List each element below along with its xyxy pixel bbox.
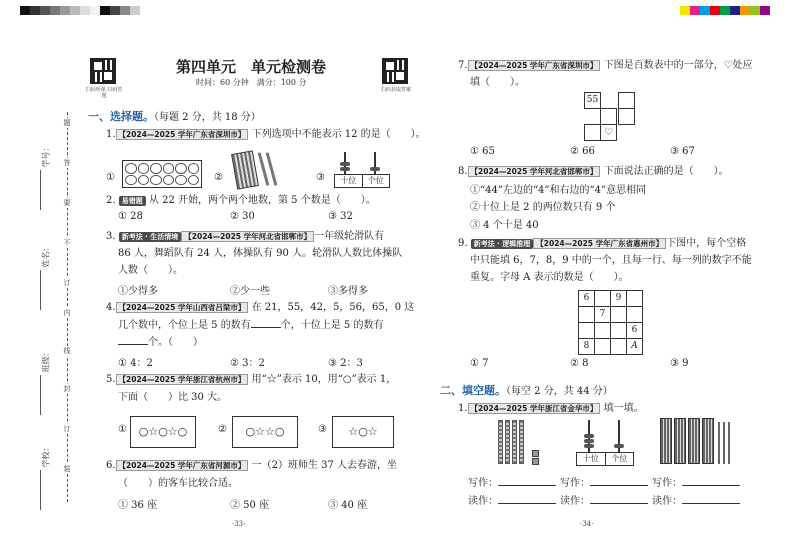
stick-bundles-figure: [660, 418, 740, 468]
grid-cell: [626, 306, 643, 323]
option-1[interactable]: ① 28: [118, 211, 143, 222]
q5-box-2: ○☆☆○: [232, 416, 298, 448]
grid-cell: [610, 306, 627, 323]
read-row-3: 读作：: [652, 494, 740, 510]
option-1[interactable]: ① 7: [470, 358, 489, 369]
answer-blank[interactable]: [251, 327, 281, 328]
cube-rods-figure: [498, 420, 558, 468]
fill-question-1: 1. 【2024—2025 学年浙江省金华市】 填一填。: [458, 403, 644, 414]
class-label: 班级：: [41, 348, 51, 373]
question-6-line2: （ ）的客车比较合适。: [118, 478, 238, 489]
question-9: 9. 新考法 · 逻辑推理 【2024—2025 学年广东省惠州市】 下图中，每个空格: [458, 238, 747, 249]
grid-cell: [610, 338, 627, 355]
binding-line: [67, 112, 68, 502]
option-2[interactable]: ② 8: [570, 358, 589, 369]
question-5-line2: 下面（ ）比 30 大。: [118, 392, 228, 403]
hundred-cell: [618, 92, 635, 109]
q5-box-3: ☆○☆: [332, 416, 394, 448]
answer-blank[interactable]: [498, 503, 556, 504]
question-3-line3: 人数（ ）。: [118, 265, 183, 276]
hundred-cell: [600, 108, 617, 125]
option-1[interactable]: ①: [106, 172, 115, 183]
spine-char: 订: [61, 278, 73, 288]
option-3[interactable]: ③: [316, 172, 325, 183]
sudoku-grid: [578, 290, 646, 358]
question-4: 4. 【2024—2025 学年山西省吕梁市】 在 21，55，42，5，56，65，0 这: [106, 302, 415, 313]
section-heading: 一、选择题。（每题 2 分，共 18 分）: [88, 110, 261, 123]
grid-cell: [594, 338, 611, 355]
spine-char: 订: [61, 424, 73, 434]
option-3[interactable]: ③ 32: [328, 211, 353, 222]
question-1: 1. 【2024—2025 学年广东省深圳市】 下列选项中不能表示 12 的是（ ）。: [106, 129, 426, 140]
option-1[interactable]: ① 4：2: [118, 358, 153, 369]
question-9-line3: 重复。字母 A 表示的数是（ ）。: [470, 272, 629, 283]
option-1[interactable]: ① 36 座: [118, 500, 158, 511]
q5-box-1: ○☆○☆○: [130, 416, 196, 448]
option-3[interactable]: ③: [318, 424, 327, 435]
qr-left-caption: 扫码听课 扫码答题: [85, 87, 123, 99]
student-id-field[interactable]: [40, 170, 41, 210]
grid-cell: [626, 290, 643, 307]
grid-cell: 9: [610, 290, 627, 307]
grid-cell: 6: [626, 322, 643, 339]
hundred-cell: 55: [584, 92, 601, 109]
page-title: 第四单元 单元检测卷: [176, 58, 327, 76]
stick-bundle-icon: [231, 150, 259, 189]
grid-cell: [594, 290, 611, 307]
grid-cell: [578, 322, 595, 339]
spine-char: 装: [61, 464, 73, 474]
option-3[interactable]: ③ 2：3: [328, 358, 363, 369]
hundred-cell: [584, 124, 601, 141]
grid-cell: 6: [578, 290, 595, 307]
exam-info: 时间：60 分钟 满分：100 分: [196, 78, 307, 87]
option-3[interactable]: ③ 4 个十是 40: [470, 220, 539, 231]
student-id-label: 学号：: [41, 143, 51, 168]
answer-blank[interactable]: [590, 485, 648, 486]
read-row-2: 读作：: [560, 494, 648, 510]
name-label: 姓名：: [41, 243, 51, 268]
grid-cell: 7: [594, 306, 611, 323]
read-row-1: 读作：: [468, 494, 556, 510]
page-number-right: ·34·: [580, 520, 594, 528]
question-2: 2. 易错题 从 22 开始，两个两个地数，第 5 个数是（ ）。: [106, 195, 376, 206]
grid-cell: A: [626, 338, 643, 355]
spine-char: 不: [61, 238, 73, 248]
option-3[interactable]: ③ 40 座: [328, 500, 368, 511]
option-1[interactable]: ①“44”左边的“4”和右边的“4”意思相同: [470, 185, 647, 196]
school-field[interactable]: [40, 470, 41, 510]
question-3: 3. 新考法 · 生活情境 【2024—2025 学年河北省邯郸市】 一年级轮滑队有: [106, 231, 385, 242]
qr-code-right[interactable]: [382, 58, 408, 84]
option-1[interactable]: ① 65: [470, 146, 495, 157]
question-6: 6. 【2024—2025 学年广东省河源市】 一（2）班师生 37 人去春游，坐: [106, 460, 398, 471]
answer-blank[interactable]: [682, 485, 740, 486]
option-2[interactable]: ② 30: [230, 211, 255, 222]
option-2[interactable]: ②十位上是 2 的两位数只有 9 个: [470, 202, 616, 213]
spine-char: 答: [61, 158, 73, 168]
write-row-1: 写作：: [468, 476, 556, 492]
option-2[interactable]: ②少一些: [230, 286, 270, 297]
class-field[interactable]: [40, 375, 41, 415]
qr-code-left[interactable]: [90, 58, 116, 84]
question-7: 7. 【2024—2025 学年广东省深圳市】 下图是百数表中的一部分，♡处应: [458, 60, 753, 71]
spine-char: 要: [61, 198, 73, 208]
grid-cell: [594, 322, 611, 339]
option-3[interactable]: ③ 9: [670, 358, 689, 369]
answer-blank[interactable]: [590, 503, 648, 504]
answer-blank[interactable]: [682, 503, 740, 504]
school-label: 学校：: [41, 443, 51, 468]
question-9-line2: 中只能填 6，7，8，9 中的一个，且每一行、每一列的数字不能: [470, 255, 752, 266]
answer-blank[interactable]: [498, 485, 556, 486]
question-4-line2: 几个数中，个位上是 5 的数有 个，十位上是 5 的数有: [118, 320, 384, 331]
answer-blank[interactable]: [118, 344, 148, 345]
spine-char: 内: [61, 308, 73, 318]
page-number-left: ·33·: [232, 520, 246, 528]
q5-options: [118, 410, 438, 452]
name-field[interactable]: [40, 270, 41, 310]
grid-cell: [610, 322, 627, 339]
abacus-icon: 十位 个位: [334, 152, 390, 188]
grid-cell: [578, 306, 595, 323]
q1-face-grid: [122, 160, 202, 188]
spine-char: 封: [61, 384, 73, 394]
option-1[interactable]: ①少得多: [118, 286, 158, 297]
question-7-line2: 填（ ）。: [470, 77, 525, 88]
heart-icon: ♡: [600, 124, 617, 141]
spine-char: 线: [61, 346, 73, 356]
grayscale-strip: [20, 6, 140, 15]
grid-cell: 8: [578, 338, 595, 355]
option-2[interactable]: ② 3：2: [230, 358, 265, 369]
question-5: 5. 【2024—2025 学年浙江省杭州市】 用“☆”表示 10，用“○”表示 1，: [106, 374, 397, 385]
option-2[interactable]: ②: [214, 172, 223, 183]
write-row-2: 写作：: [560, 476, 648, 492]
option-2[interactable]: ②: [218, 424, 227, 435]
question-8: 8. 【2024—2025 学年河北省邯郸市】 下面说法正确的是（ ）。: [458, 166, 729, 177]
spine-char: 题: [61, 118, 73, 128]
option-3[interactable]: ③ 67: [670, 146, 695, 157]
hundred-cell: [618, 108, 635, 125]
write-row-3: 写作：: [652, 476, 740, 492]
qr-right-caption: 扫码获取答案: [380, 87, 411, 93]
option-2[interactable]: ② 66: [570, 146, 595, 157]
abacus-icon: 十位 个位: [576, 420, 634, 468]
option-1[interactable]: ①: [118, 424, 127, 435]
question-4-line3: 个。（ ）: [118, 335, 203, 351]
color-strip: [680, 6, 770, 15]
question-3-line2: 86 人，舞蹈队有 24 人，体操队有 90 人。轮滑队人数比体操队: [118, 248, 403, 259]
option-3[interactable]: ③多得多: [328, 286, 368, 297]
option-2[interactable]: ② 50 座: [230, 500, 270, 511]
q1-options: [106, 150, 436, 192]
hundred-chart-fragment: [584, 92, 638, 140]
section-heading: 二、填空题。（每空 2 分，共 44 分）: [440, 384, 613, 397]
